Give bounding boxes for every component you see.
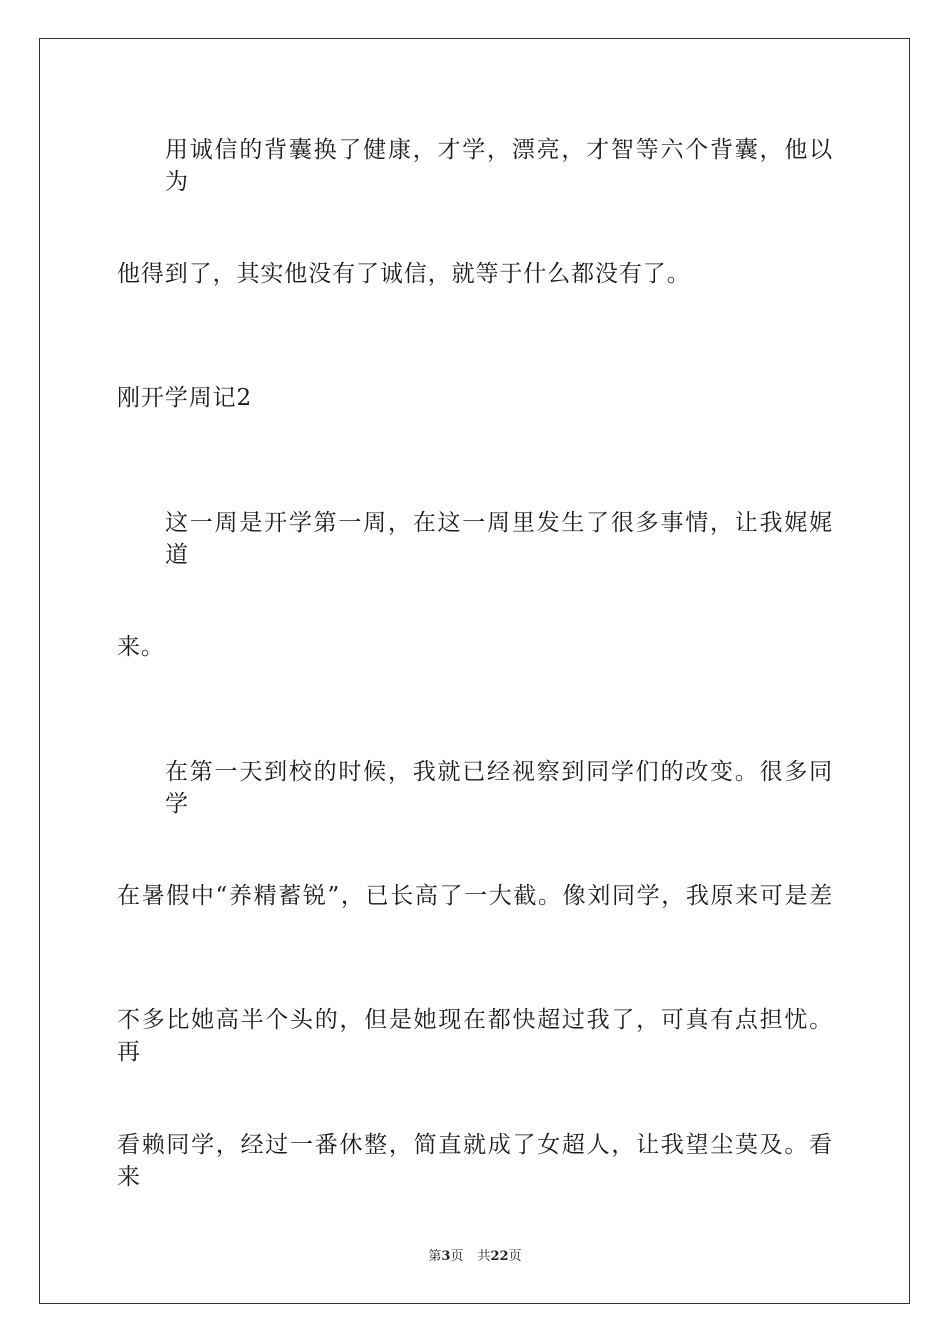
paragraph-3-line-2: 在暑假中“养精蓄锐”，已长高了一大截。像刘同学，我原来可是差 — [117, 883, 833, 909]
section-heading: 刚开学周记2 — [117, 385, 253, 411]
footer-total-suffix: 页 — [508, 1249, 522, 1264]
footer-total-pages: 22 — [490, 1249, 509, 1264]
footer-page-suffix: 页 — [450, 1249, 464, 1264]
paragraph-1-line-1: 用诚信的背囊换了健康，才学，漂亮，才智等六个背囊，他以为 — [165, 137, 833, 195]
paragraph-3-line-1: 在第一天到校的时候，我就已经视察到同学们的改变。很多同学 — [165, 759, 833, 817]
paragraph-1-line-2: 他得到了，其实他没有了诚信，就等于什么都没有了。 — [117, 261, 691, 287]
footer-page-prefix: 第 — [428, 1249, 442, 1264]
page-border — [39, 38, 910, 1304]
footer-total-prefix: 共 — [477, 1249, 491, 1264]
page-footer — [0, 1248, 950, 1266]
footer-page-number: 3 — [441, 1249, 451, 1264]
paragraph-3-line-4: 看赖同学，经过一番休整，简直就成了女超人，让我望尘莫及。看来 — [117, 1132, 833, 1190]
paragraph-2-line-2: 来。 — [117, 634, 165, 660]
paragraph-3-line-3: 不多比她高半个头的，但是她现在都快超过我了，可真有点担忧。再 — [117, 1007, 833, 1065]
paragraph-2-line-1: 这一周是开学第一周，在这一周里发生了很多事情，让我娓娓道 — [165, 510, 833, 568]
